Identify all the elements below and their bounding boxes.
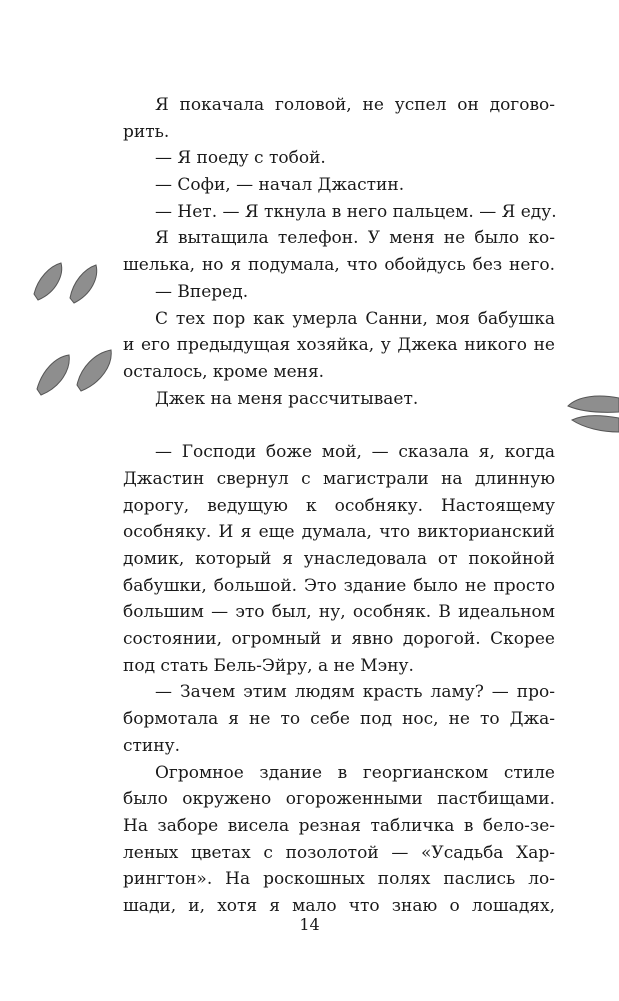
text-line: шади, и, хотя я мало что знаю о лошадях, [123, 895, 555, 916]
text-line: — Зачем этим людям красть ламу? — про- [155, 682, 555, 703]
text-line: На заборе висела резная табличка в бело-зе- [123, 815, 555, 836]
text-line: — Вперед. [155, 281, 249, 302]
hoofprint-icon [33, 345, 123, 400]
text-line: шелька, но я подумала, что обойдусь без него. [123, 255, 555, 276]
text-line: Я вытащила телефон. У меня не было ко- [155, 228, 555, 249]
text-line: состоянии, огромный и явно дорогой. Скорее [123, 629, 555, 650]
text-line: стину. [123, 735, 180, 756]
text-line: леных цветах с позолотой — «Усадьба Хар- [123, 842, 555, 863]
text-line: Огромное здание в георгианском стиле [155, 762, 555, 783]
text-line: — Господи боже мой, — сказала я, когда [155, 442, 555, 463]
text-line: домик, который я унаследовала от покойной [123, 549, 555, 569]
text-line: Джек на меня рассчитывает. [155, 388, 419, 409]
text-line: Джастин свернул с магистрали на длинную [123, 468, 555, 489]
text-line: особняку. И я еще думала, что викторианский [123, 522, 555, 543]
text-line: — Нет. — Я ткнула в него пальцем. — Я еду. [155, 201, 557, 222]
text-line: — Я поеду с тобой. [155, 148, 326, 169]
text-line: бормотала я не то себе под нос, не то Джа- [123, 709, 555, 730]
scene-break [123, 412, 555, 439]
page-number: 14 [299, 915, 320, 934]
body-text [123, 92, 555, 920]
text-line: С тех пор как умерла Санни, моя бабушка [155, 308, 555, 329]
text-line: осталось, кроме меня. [123, 361, 325, 382]
text-line: — Софи, — начал Джастин. [155, 175, 405, 196]
hoofprint-icon [30, 260, 105, 305]
text-line: рингтон». На роскошных полях паслись ло- [123, 869, 555, 890]
text-line: и его предыдущая хозяйка, у Джека никого не [123, 335, 555, 356]
text-line: бабушки, большой. Это здание было не просто [123, 575, 555, 596]
text-line: под стать Бель-Эйру, а не Мэну. [123, 655, 414, 676]
text-line: большим — это был, ну, особняк. В идеальном [123, 602, 555, 623]
hoofprint-icon [566, 390, 619, 438]
text-line: рить. [123, 121, 170, 142]
text-line: было окружено огороженными пастбищами. [123, 789, 555, 810]
text-line: дорогу, ведущую к особняку. Настоящему [123, 495, 555, 516]
text-line: Я покачала головой, не успел он догово- [155, 95, 555, 115]
